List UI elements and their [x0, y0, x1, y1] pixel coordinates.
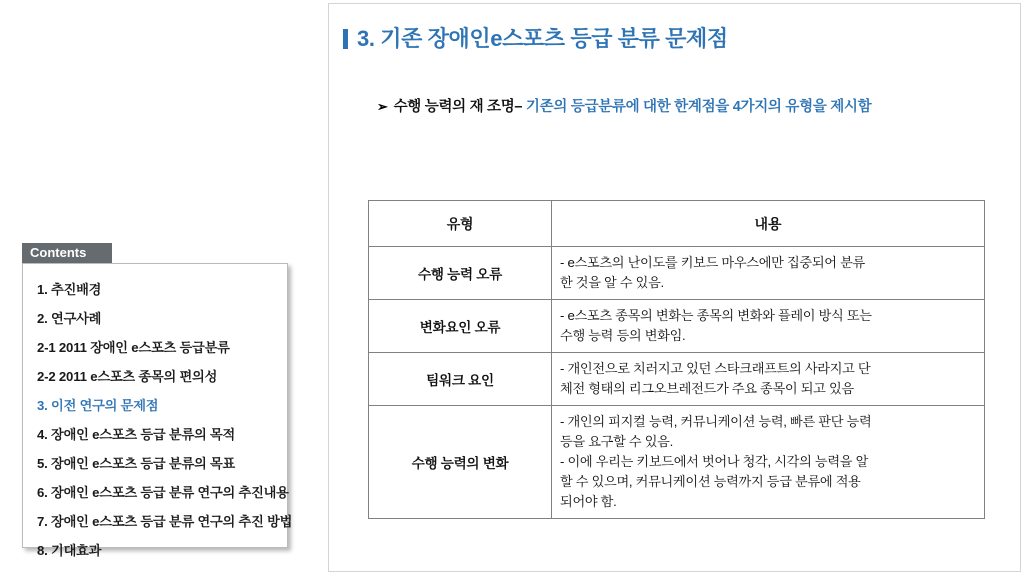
list-item[interactable]: 5. 장애인 e스포츠 등급 분류의 목표: [37, 456, 236, 471]
slide-canvas: [328, 3, 1021, 572]
cell-line: - e스포츠 종목의 변화는 종목의 변화와 플레이 방식 또는: [560, 308, 872, 323]
subtitle-detail: 기존의 등급분류에 대한 한계점을 4가지의 유형을 제시함: [522, 99, 872, 115]
cell-type: 수행 능력 오류: [369, 247, 552, 300]
cell-content: [552, 353, 985, 406]
cell-content: [552, 406, 985, 519]
list-item[interactable]: 7. 장애인 e스포츠 등급 분류 연구의 추진 방법: [37, 514, 293, 529]
title-bullet-icon: [343, 29, 348, 49]
table-row: [369, 247, 985, 300]
list-item[interactable]: 8. 기대효과: [37, 543, 102, 558]
cell-type: 팀워크 요인: [369, 353, 552, 406]
contents-tab-label: Contents: [22, 243, 112, 263]
table-row: [369, 406, 985, 519]
arrow-bullet-icon: ➢: [377, 99, 388, 114]
cell-content: [552, 247, 985, 300]
cell-line: - e스포츠의 난이도를 키보드 마우스에만 집중되어 분류: [560, 255, 865, 270]
classification-table: [368, 200, 985, 519]
contents-list: [22, 263, 293, 558]
slide-subtitle: [377, 92, 997, 122]
list-item[interactable]: 2-2 2011 e스포츠 종목의 편의성: [37, 369, 218, 384]
table-row: [369, 353, 985, 406]
list-item[interactable]: 4. 장애인 e스포츠 등급 분류의 목적: [37, 427, 236, 442]
cell-line: 수행 능력 등의 변화임.: [560, 328, 686, 343]
table-row: [369, 300, 985, 353]
list-item[interactable]: 6. 장애인 e스포츠 등급 분류 연구의 추진내용: [37, 485, 289, 500]
cell-line: - 개인의 피지컬 능력, 커뮤니케이션 능력, 빠른 판단 능력: [560, 414, 872, 429]
cell-line: 한 것을 알 수 있음.: [560, 275, 664, 290]
table-header-row: [369, 201, 985, 247]
list-item[interactable]: 2. 연구사례: [37, 311, 102, 326]
cell-line: 할 수 있으며, 커뮤니케이션 능력까지 등급 분류에 적용: [560, 474, 861, 489]
page-title: 3. 기존 장애인e스포츠 등급 분류 문제점: [343, 22, 728, 53]
subtitle-emphasis: 수행 능력의 재 조명–: [393, 99, 523, 115]
cell-type: 수행 능력의 변화: [369, 406, 552, 519]
list-item[interactable]: 1. 추진배경: [37, 282, 102, 297]
cell-line: 등을 요구할 수 있음.: [560, 434, 673, 449]
cell-line: 체전 형태의 리그오브레전드가 주요 종목이 되고 있음: [560, 381, 854, 396]
cell-line: - 이에 우리는 키보드에서 벗어나 청각, 시각의 능력을 알: [560, 454, 869, 469]
list-item-active[interactable]: 3. 이전 연구의 문제점: [37, 398, 159, 413]
cell-type: 변화요인 오류: [369, 300, 552, 353]
cell-line: - 개인전으로 치러지고 있던 스타크래프트의 사라지고 단: [560, 361, 871, 376]
list-item[interactable]: 2-1 2011 장애인 e스포츠 등급분류: [37, 340, 230, 355]
column-header-type: 유형: [369, 201, 552, 247]
contents-pane: [0, 0, 320, 575]
cell-content: [552, 300, 985, 353]
column-header-content: 내용: [552, 201, 985, 247]
cell-line: 되어야 함.: [560, 494, 617, 509]
